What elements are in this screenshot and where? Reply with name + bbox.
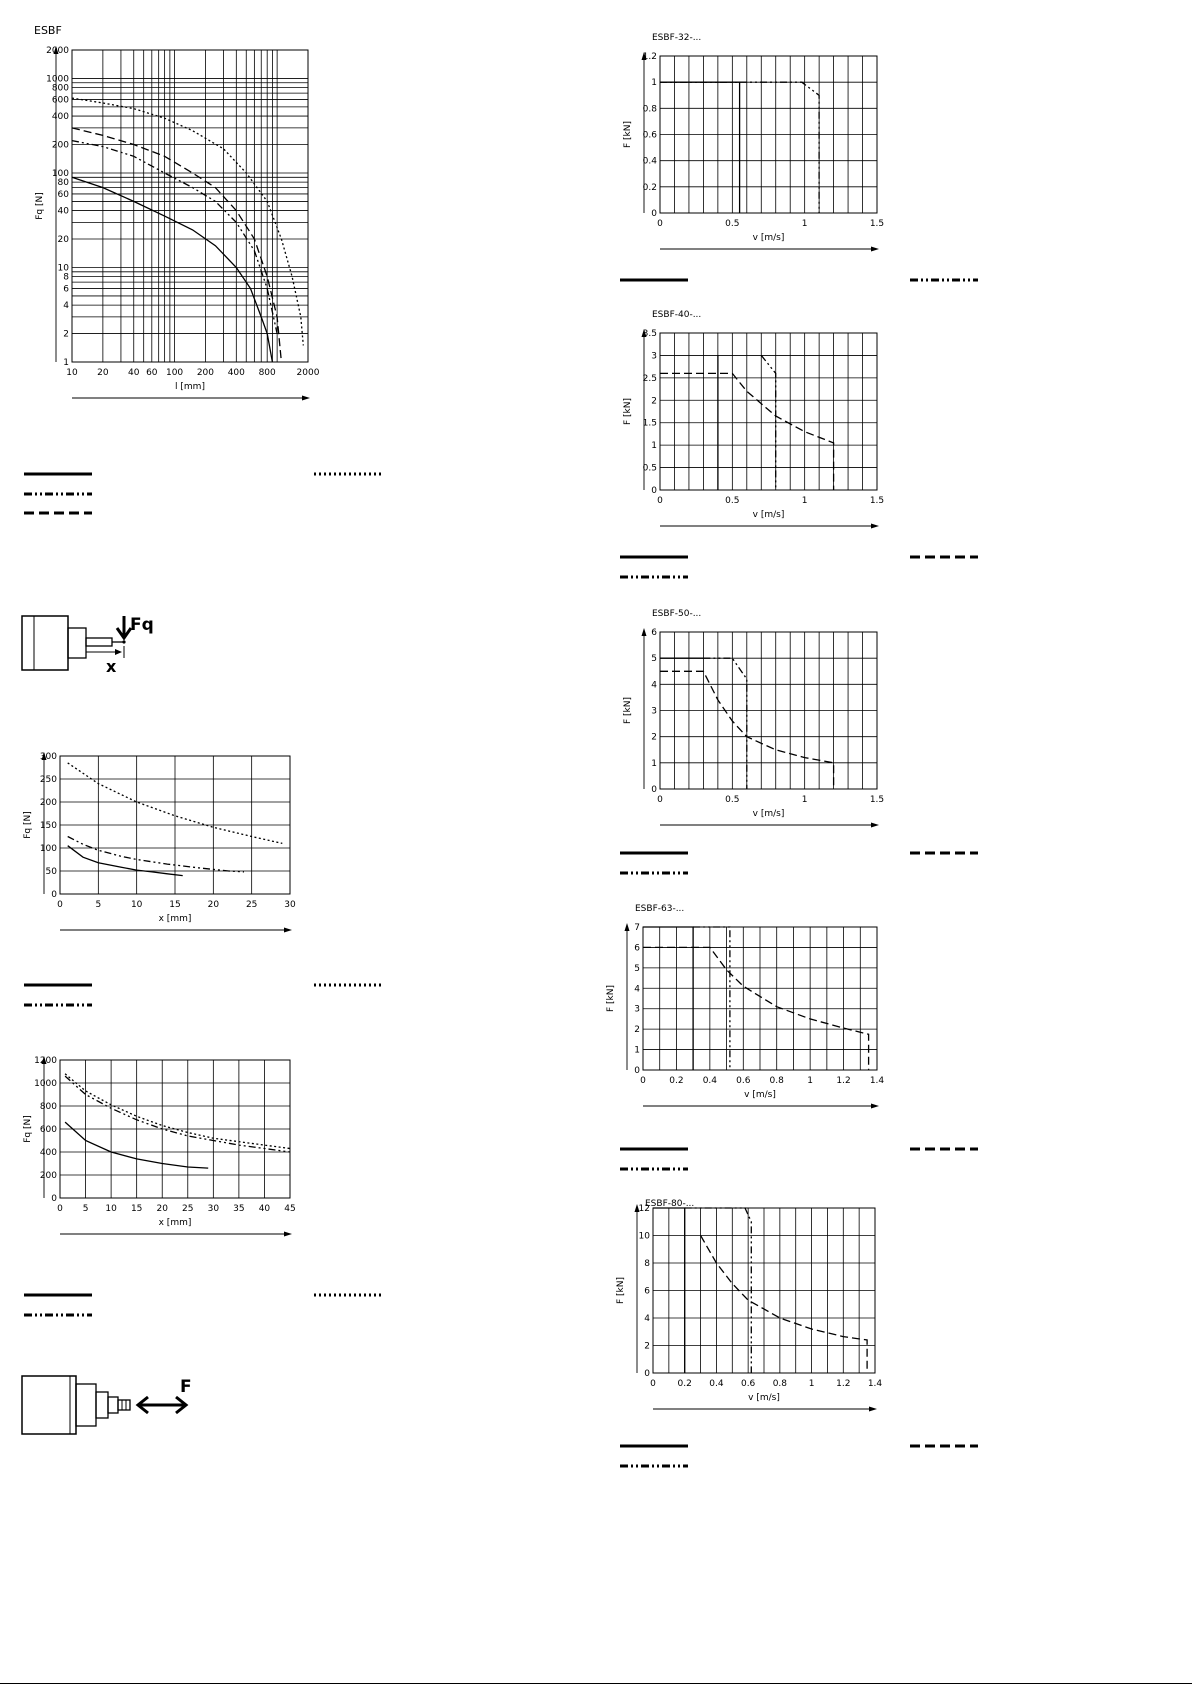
- y-tick-label: 10: [57, 263, 69, 274]
- x-tick-label: 25: [245, 900, 258, 910]
- series-line-solid: [643, 927, 693, 1070]
- y-tick-label: 1: [651, 441, 657, 452]
- diagram-lateral-force: [20, 610, 160, 676]
- chart-esbf-40: [615, 305, 915, 520]
- x-tick-label: 10: [66, 368, 78, 378]
- legend-c3: [22, 1289, 392, 1319]
- y-tick-label: 0: [51, 1194, 57, 1204]
- series-line-solid: [72, 177, 272, 362]
- y-tick-label: 800: [51, 83, 69, 94]
- y-tick-label: 0: [651, 209, 657, 219]
- grid: [660, 632, 877, 789]
- x-axis-label: v [m/s]: [744, 1090, 776, 1100]
- x-axis-arrowhead: [284, 1232, 292, 1237]
- y-tick-label: 1000: [34, 1079, 57, 1089]
- y-tick-label: 8: [63, 272, 69, 283]
- x-tick-label: 0.6: [740, 1379, 756, 1389]
- y-tick-label: 60: [57, 189, 69, 200]
- chart-title: ESBF-40-...: [652, 310, 702, 320]
- page-bottom-rule: [0, 1683, 1192, 1684]
- y-tick-label: 3: [651, 351, 657, 362]
- chart-title: ESBF-63-...: [635, 904, 685, 914]
- legend-c8: [620, 1440, 980, 1472]
- y-tick-label: 0: [651, 785, 657, 795]
- x-tick-label: 1.4: [867, 1379, 883, 1389]
- x-tick-label: 40: [258, 1204, 271, 1214]
- x-tick-label: 45: [284, 1204, 296, 1214]
- y-tick-label: 3: [651, 706, 657, 717]
- x-tick-label: 15: [130, 1204, 143, 1214]
- chart-esbf-50: [615, 600, 915, 819]
- series-line-dashdot: [65, 1076, 290, 1152]
- x-tick-label: 0.5: [725, 795, 740, 805]
- grid: [60, 1060, 290, 1198]
- y-tick-label: 0.4: [642, 156, 657, 167]
- diagram-axial-force: [20, 1372, 200, 1438]
- chart-fq-vs-x-large: [20, 1052, 305, 1242]
- x-tick-label: 0: [657, 219, 663, 229]
- series-line-dashdot: [703, 658, 746, 789]
- x-axis-label: v [m/s]: [752, 510, 785, 520]
- chart-esbf-32: [615, 28, 915, 243]
- chart-title: ESBF-50-...: [652, 609, 702, 619]
- x-tick-label: 0: [650, 1379, 656, 1389]
- x-tick-label: 0.4: [702, 1076, 718, 1086]
- x-tick-label: 40: [128, 368, 140, 378]
- x-axis-label: l [mm]: [175, 382, 205, 392]
- y-tick-label: 4: [634, 984, 640, 995]
- grid: [643, 927, 877, 1070]
- x-tick-label: 0: [640, 1076, 646, 1086]
- y-tick-label: 200: [51, 140, 69, 151]
- y-tick-label: 1000: [46, 74, 69, 85]
- x-axis-arrowhead: [869, 1407, 877, 1412]
- x-tick-label: 1: [801, 496, 808, 506]
- y-tick-label: 0.5: [642, 463, 657, 474]
- legend-c1: [22, 468, 392, 518]
- x-tick-label: 0.2: [677, 1379, 692, 1389]
- y-tick-label: 0.2: [642, 182, 657, 193]
- y-tick-label: 200: [39, 798, 57, 808]
- y-tick-label: 7: [634, 923, 640, 933]
- y-tick-label: 100: [51, 168, 69, 179]
- y-tick-label: 1.2: [642, 52, 657, 62]
- y-axis-label: F [kN]: [606, 984, 616, 1013]
- x-tick-label: 35: [233, 1204, 245, 1214]
- y-tick-label: 10: [638, 1231, 650, 1242]
- plot-frame: [660, 333, 877, 490]
- y-tick-label: 5: [634, 963, 640, 974]
- y-axis-arrowhead: [642, 628, 647, 636]
- x-tick-label: 0: [57, 1204, 63, 1214]
- x-tick-label: 30: [284, 900, 296, 910]
- series-line-dash: [72, 128, 281, 362]
- x-tick-label: 30: [207, 1204, 220, 1214]
- y-tick-label: 1: [634, 1045, 640, 1056]
- x-tick-label: 1: [801, 795, 808, 805]
- series-line-dash: [701, 1236, 868, 1374]
- y-tick-label: 8: [644, 1259, 650, 1269]
- x-tick-label: 0.5: [725, 219, 740, 229]
- y-tick-label: 80: [57, 178, 69, 189]
- y-tick-label: 0: [51, 890, 57, 900]
- cylinder-nose: [76, 1384, 96, 1426]
- y-axis-label: Fq [N]: [23, 1115, 33, 1143]
- legend-c5: [620, 551, 980, 583]
- y-tick-label: 6: [644, 1286, 650, 1297]
- x-tick-label: 1.5: [869, 496, 885, 506]
- x-tick-label: 1: [808, 1379, 815, 1389]
- y-tick-label: 2: [651, 732, 657, 743]
- chart-title: ESBF-32-...: [652, 33, 702, 43]
- y-tick-label: 1200: [34, 1056, 57, 1066]
- series-line-dashdot: [693, 927, 730, 1070]
- x-tick-label: 60: [146, 368, 158, 378]
- series-line-solid: [660, 82, 740, 213]
- y-tick-label: 0: [634, 1066, 640, 1076]
- y-tick-label: 0.8: [642, 104, 657, 115]
- y-tick-label: 2: [63, 329, 69, 340]
- y-tick-label: 400: [51, 112, 69, 123]
- y-axis-label: F [kN]: [616, 1276, 626, 1305]
- x-tick-label: 1: [801, 219, 808, 229]
- grid: [72, 50, 308, 362]
- y-axis-label: F [kN]: [623, 696, 633, 725]
- y-axis-label: F [kN]: [623, 397, 633, 426]
- y-tick-label: 6: [63, 284, 69, 295]
- grid: [660, 56, 877, 213]
- x-tick-label: 400: [227, 368, 245, 378]
- y-tick-label: 40: [57, 206, 69, 217]
- legend-c6: [620, 847, 980, 879]
- x-tick-label: 10: [130, 900, 143, 910]
- y-tick-label: 600: [39, 1125, 57, 1135]
- chart-esbf-fq-vs-l: [20, 24, 340, 438]
- x-label: x: [106, 657, 117, 676]
- x-tick-label: 0.8: [772, 1379, 788, 1389]
- x-tick-label: 0: [657, 795, 663, 805]
- x-tick-label: 1.5: [869, 795, 885, 805]
- y-axis-arrowhead: [625, 923, 630, 931]
- y-tick-label: 1.5: [642, 418, 657, 429]
- y-tick-label: 150: [39, 821, 57, 831]
- legend-c2: [22, 979, 392, 1009]
- y-tick-label: 12: [638, 1204, 650, 1214]
- x-tick-label: 20: [207, 900, 220, 910]
- y-tick-label: 4: [63, 301, 69, 312]
- chart-title: ESBF: [34, 24, 62, 37]
- fq-label: Fq: [130, 615, 154, 635]
- x-axis-label: x [mm]: [158, 914, 192, 924]
- x-tick-label: 100: [165, 368, 184, 378]
- chart-title: ESBF-80-...: [645, 1199, 695, 1209]
- grid: [660, 333, 877, 490]
- grid: [60, 756, 290, 894]
- x-tick-label: 0: [57, 900, 63, 910]
- cylinder-nose: [68, 628, 86, 658]
- x-tick-label: 5: [82, 1204, 89, 1214]
- x-axis-label: v [m/s]: [748, 1393, 780, 1403]
- f-label: F: [180, 1377, 192, 1397]
- series-line-dot: [65, 1074, 290, 1149]
- y-tick-label: 6: [651, 628, 657, 638]
- y-tick-label: 0: [644, 1369, 650, 1379]
- y-tick-label: 2000: [46, 46, 69, 56]
- x-tick-label: 800: [258, 368, 276, 378]
- chart-esbf-63: [606, 895, 915, 1110]
- y-tick-label: 1: [651, 758, 657, 769]
- y-tick-label: 250: [39, 775, 57, 785]
- y-tick-label: 4: [651, 680, 657, 691]
- x-axis-arrowhead: [871, 1104, 879, 1109]
- y-tick-label: 3.5: [642, 329, 657, 339]
- y-tick-label: 2.5: [642, 373, 657, 384]
- x-tick-label: 1.4: [869, 1076, 885, 1086]
- piston-rod: [86, 638, 112, 646]
- y-tick-label: 50: [45, 867, 57, 877]
- legend-c4: [620, 274, 980, 286]
- y-tick-label: 2: [644, 1341, 650, 1352]
- chart-fq-vs-x-small: [20, 740, 305, 930]
- series-line-dot: [72, 98, 303, 345]
- cylinder-body: [22, 616, 68, 670]
- y-tick-label: 200: [39, 1171, 57, 1181]
- x-tick-label: 200: [196, 368, 215, 378]
- x-tick-label: 1.2: [836, 1379, 851, 1389]
- x-tick-label: 15: [169, 900, 181, 910]
- x-tick-label: 0.2: [669, 1076, 684, 1086]
- cylinder-body: [22, 1376, 76, 1434]
- y-tick-label: 0: [651, 486, 657, 496]
- y-tick-label: 0.6: [642, 130, 657, 141]
- y-tick-label: 6: [634, 943, 640, 954]
- y-tick-label: 2: [634, 1025, 640, 1036]
- y-tick-label: 4: [644, 1314, 650, 1324]
- x-tick-label: 5: [95, 900, 102, 910]
- y-tick-label: 600: [51, 95, 69, 106]
- x-tick-label: 0.8: [769, 1076, 784, 1086]
- x-axis-arrowhead: [284, 928, 292, 933]
- x-axis-label: v [m/s]: [752, 809, 785, 819]
- x-tick-label: 1: [807, 1076, 814, 1086]
- x-tick-label: 20: [97, 368, 109, 378]
- y-tick-label: 100: [39, 844, 57, 854]
- x-axis-label: x [mm]: [158, 1218, 192, 1228]
- y-tick-label: 300: [39, 752, 57, 762]
- x-axis-arrowhead: [871, 524, 879, 529]
- x-axis-label: v [m/s]: [752, 233, 785, 243]
- y-tick-label: 1: [63, 358, 69, 368]
- x-tick-label: 0: [657, 496, 663, 506]
- legend-c7: [620, 1143, 980, 1175]
- x-tick-label: 10: [105, 1204, 117, 1214]
- y-tick-label: 800: [39, 1102, 57, 1112]
- grid: [653, 1208, 875, 1373]
- chart-esbf-80: [615, 1192, 915, 1407]
- y-tick-label: 2: [651, 396, 657, 407]
- y-tick-label: 3: [634, 1004, 640, 1015]
- y-axis-label: Fq [N]: [35, 192, 45, 220]
- series-line-dashdot: [68, 837, 244, 872]
- y-tick-label: 1: [651, 78, 657, 89]
- x-tick-label: 20: [156, 1204, 168, 1214]
- x-tick-label: 0.6: [736, 1076, 751, 1086]
- x-tick-label: 1.5: [869, 219, 885, 229]
- x-axis-arrowhead: [302, 396, 310, 401]
- y-tick-label: 20: [57, 235, 69, 246]
- x-axis-arrowhead: [871, 247, 879, 252]
- y-tick-label: 5: [651, 654, 657, 665]
- x-tick-label: 0.4: [709, 1379, 724, 1389]
- x-tick-label: 1.2: [836, 1076, 851, 1086]
- x-tick-label: 2000: [296, 368, 320, 378]
- y-tick-label: 400: [39, 1148, 57, 1158]
- x-tick-label: 0.5: [725, 496, 740, 506]
- y-axis-label: Fq [N]: [23, 811, 33, 839]
- y-axis-label: F [kN]: [623, 120, 633, 149]
- x-tick-label: 25: [182, 1204, 194, 1214]
- x-axis-arrowhead: [871, 823, 879, 828]
